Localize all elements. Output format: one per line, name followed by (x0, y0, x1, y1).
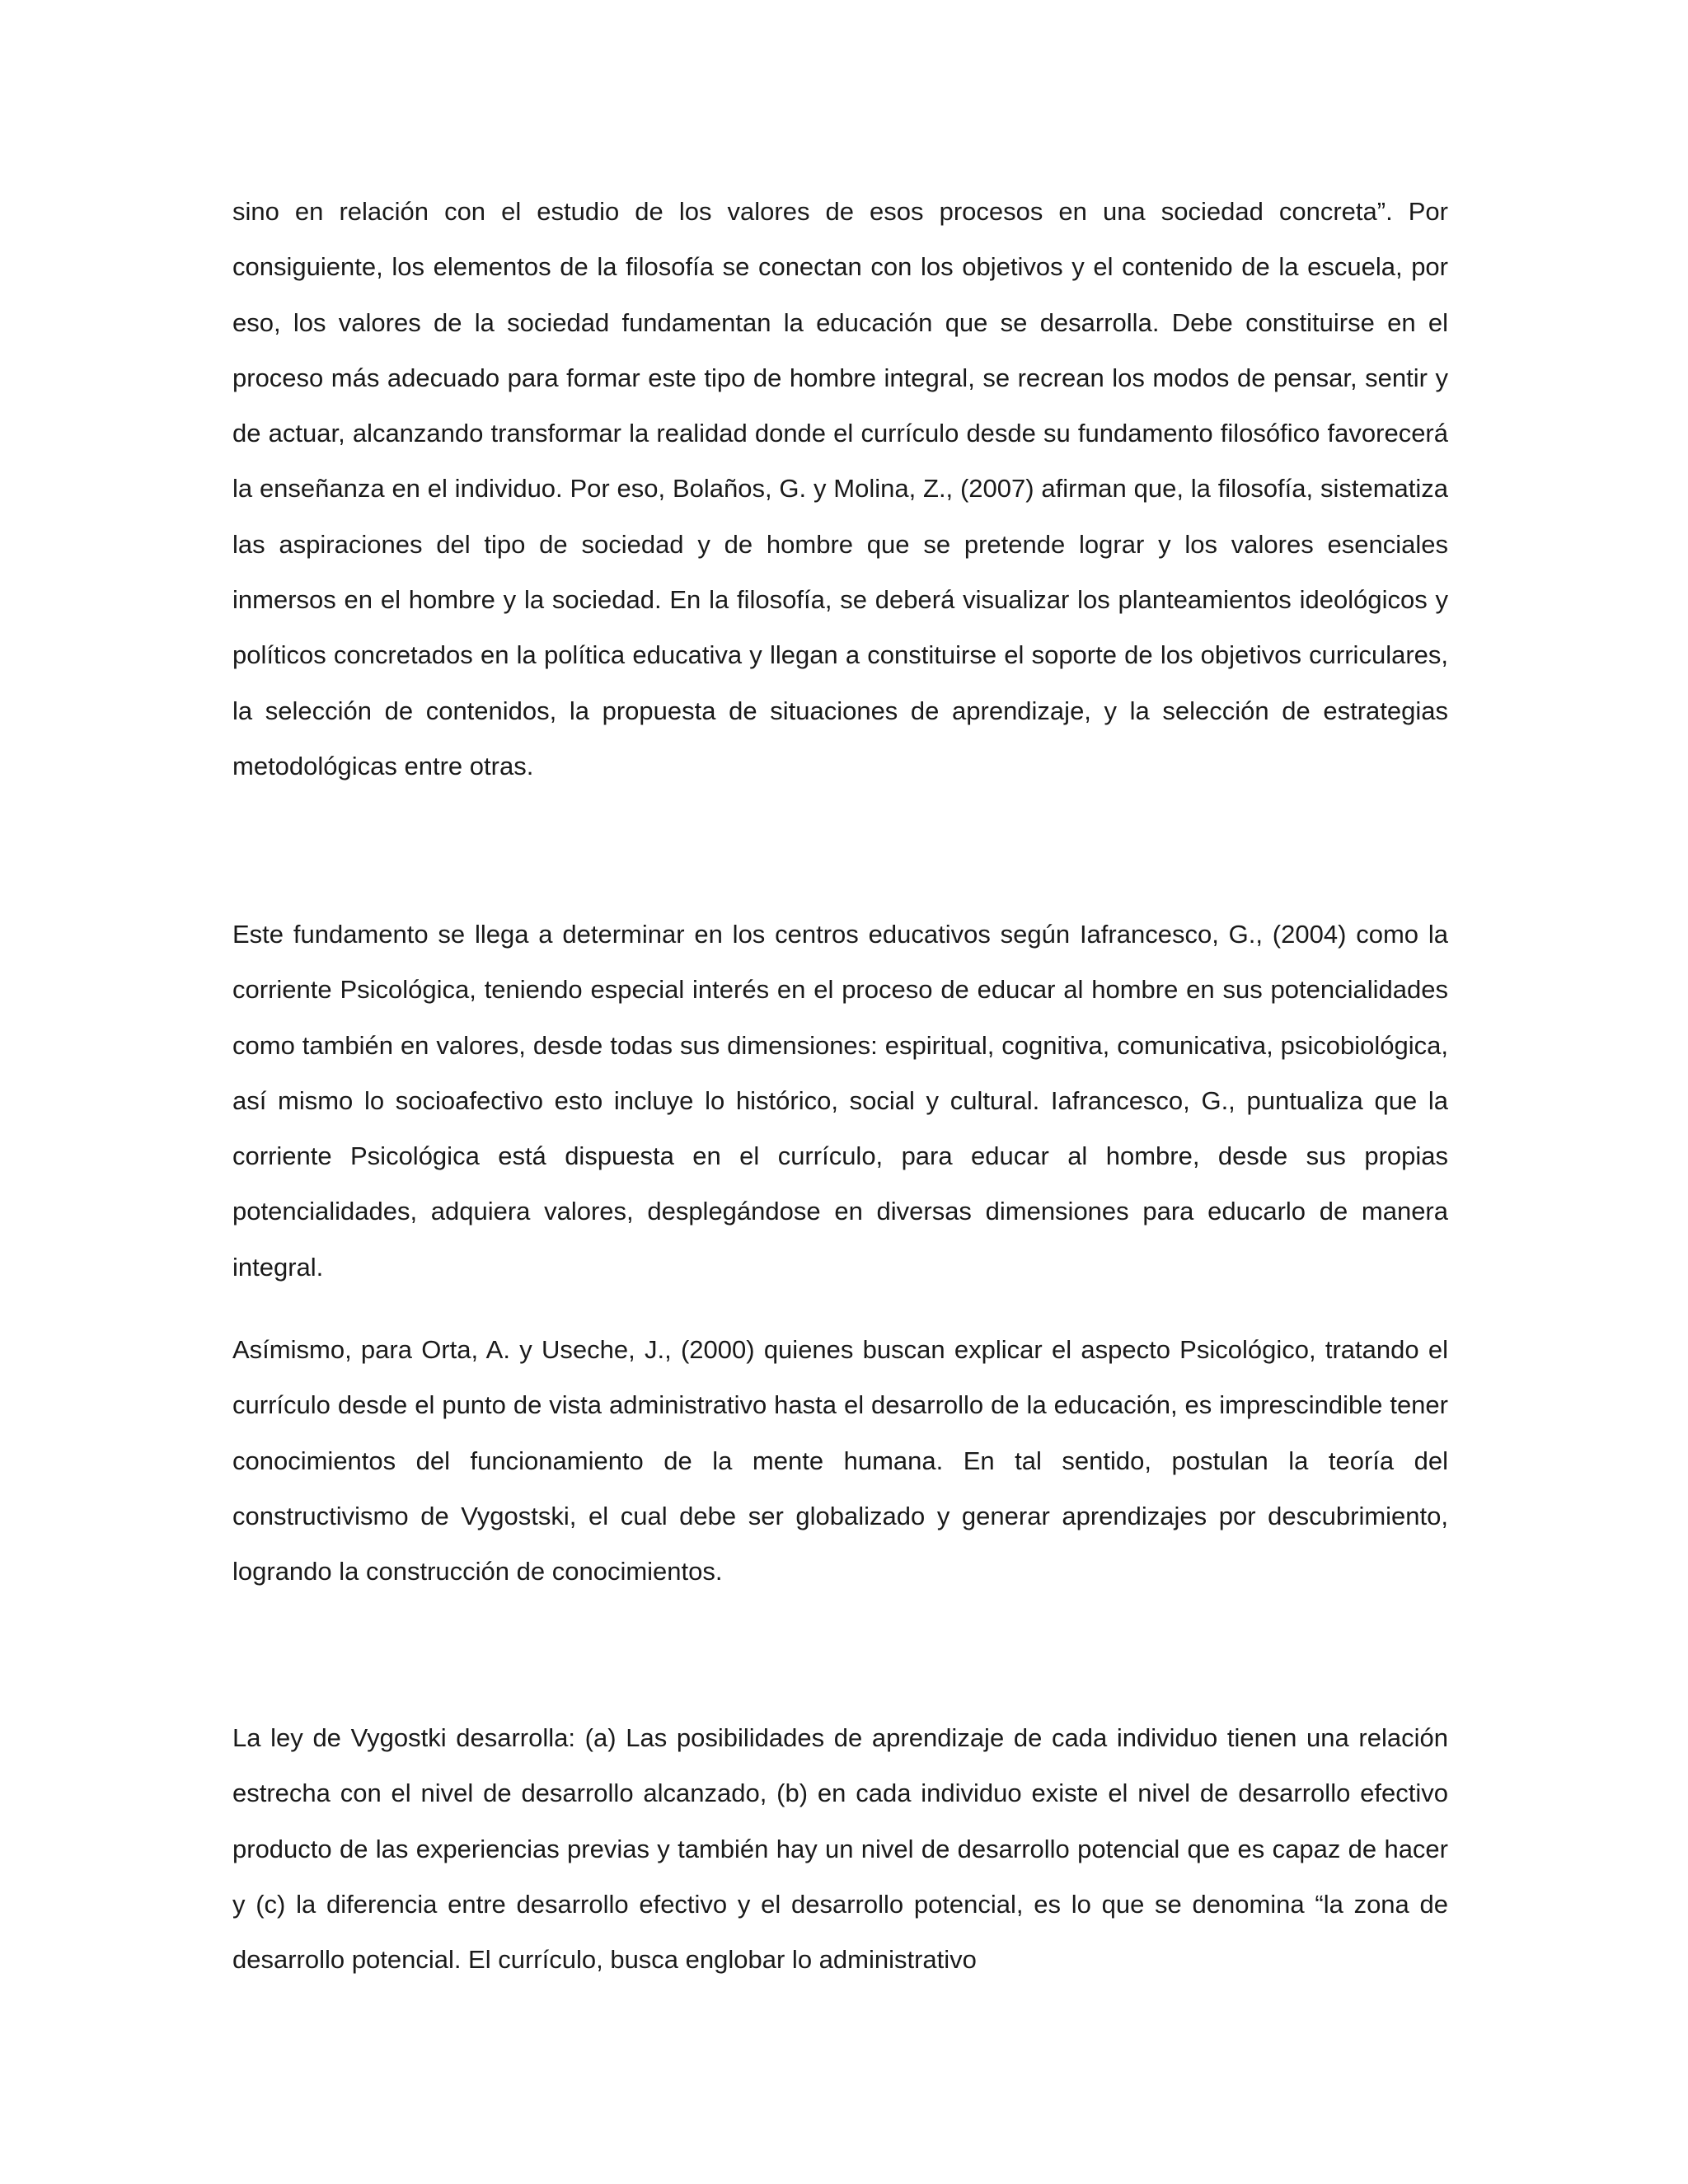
body-paragraph-4: La ley de Vygostki desarrolla: (a) Las posibilidades de aprendizaje de cada individuo tienen una relación estrecha con el nivel de desarrollo alcanzado, (b) en cada individuo existe el nivel de desarrollo efectivo producto de las experiencias previas y también hay un nivel de desarrollo potencial que es capaz de hacer y (c) la diferencia entre desarrollo efectivo y el desarrollo potencial, es lo que se denomina “la zona de desarrollo potencial. El currículo, busca englobar lo administrativo (232, 1723, 1448, 1975)
body-paragraph-2: Este fundamento se llega a determinar en los centros educativos según Iafrancesco, G., (2004) como la corriente Psicológica, teniendo especial interés en el proceso de educar al hombre en sus potencialidades como también en valores, desde todas sus dimensiones: espiritual, cognitiva, comunicativa, psicobiológica, así mismo lo socioafectivo esto incluye lo histórico, social y cultural. Iafrancesco, G., puntualiza que la corriente Psicológica está dispuesta en el currículo, para educar al hombre, desde sus propias potencialidades, adquiera valores, desplegándose en diversas dimensiones para educarlo de manera integral. (232, 920, 1448, 1282)
body-paragraph-1: sino en relación con el estudio de los valores de esos procesos en una sociedad concreta”. Por consiguiente, los elementos de la filosofía se conectan con los objetivos y el contenido de la escuela, por eso, los valores de la sociedad fundamentan la educación que se desarrolla. Debe constituirse en el proceso más adecuado para formar este tipo de hombre integral, se recrean los modos de pensar, sentir y de actuar, alcanzando transformar la realidad donde el currículo desde su fundamento filosófico favorecerá la enseñanza en el individuo. Por eso, Bolaños, G. y Molina, Z., (2007) afirman que, la filosofía, sistematiza las aspiraciones del tipo de sociedad y de hombre que se pretende lograr y los valores esenciales inmersos en el hombre y la sociedad. En la filosofía, se deberá visualizar los planteamientos ideológicos y políticos concretados en la política educativa y llegan a constituirse el soporte de los objetivos curriculares, la selección de contenidos, la propuesta de situaciones de aprendizaje, y la selección de estrategias metodológicas entre otras. (232, 197, 1448, 780)
body-paragraph-3: Asímismo, para Orta, A. y Useche, J., (2000) quienes buscan explicar el aspecto Psicológico, tratando el currículo desde el punto de vista administrativo hasta el desarrollo de la educación, es imprescindible tener conocimientos del funcionamiento de la mente humana. En tal sentido, postulan la teoría del constructivismo de Vygostski, el cual debe ser globalizado y generar aprendizajes por descubrimiento, logrando la construcción de conocimientos. (232, 1335, 1448, 1586)
